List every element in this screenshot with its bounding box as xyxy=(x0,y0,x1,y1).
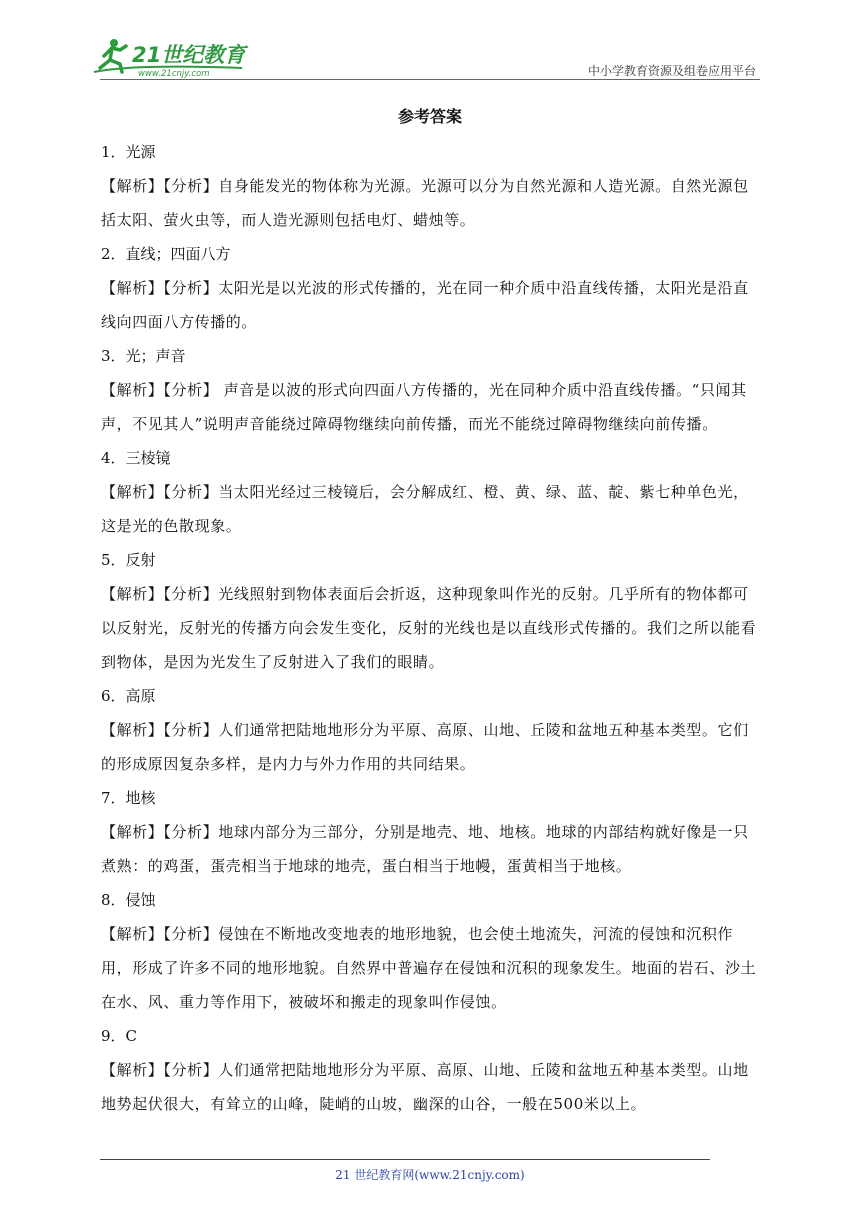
answer-item xyxy=(101,237,761,339)
site-logo xyxy=(92,34,262,78)
answer-explanation: 【解析】【分析】地球内部分为三部分，分别是地壳、地、地核。地球的内部结构就好像是一只煮熟：的鸡蛋，蛋壳相当于地球的地壳，蛋白相当于地幔，蛋黄相当于地核。 xyxy=(101,823,749,875)
answer-item xyxy=(101,441,761,543)
answer-heading: 2．直线；四面八方 xyxy=(101,245,231,263)
answer-heading: 1．光源 xyxy=(101,143,156,161)
page-header xyxy=(100,34,760,80)
answer-explanation: 【解析】【分析】光线照射到物体表面后会折返，这种现象叫作光的反射。几乎所有的物体都可以反射光，反射光的传播方向会发生变化，反射的光线也是以直线形式传播的。我们之所以能看到物体，是因为光发生了反射进入了我们的眼睛。 xyxy=(101,585,757,671)
answer-explanation: 【解析】【分析】侵蚀在不断地改变地表的地形地貌，也会使土地流失，河流的侵蚀和沉积作用，形成了许多不同的地形地貌。自然界中普遍存在侵蚀和沉积的现象发生。地面的岩石、沙土在水、风、重力等作用下，被破坏和搬走的现象叫作侵蚀。 xyxy=(101,925,757,1011)
answer-explanation: 【解析】【分析】 声音是以波的形式向四面八方传播的，光在同种介质中沿直线传播。“只闻其声，不见其人”说明声音能绕过障碍物继续向前传播，而光不能绕过障碍物继续向前传播。 xyxy=(101,381,747,433)
answer-heading: 5．反射 xyxy=(101,551,156,569)
answer-item xyxy=(101,679,761,781)
answer-explanation: 【解析】【分析】当太阳光经过三棱镜后，会分解成红、橙、黄、绿、蓝、靛、紫七种单色光，这是光的色散现象。 xyxy=(101,483,749,535)
footer-divider xyxy=(100,1159,710,1160)
answer-heading: 6．高原 xyxy=(101,687,156,705)
answer-item xyxy=(101,781,761,883)
answer-explanation: 【解析】【分析】人们通常把陆地地形分为平原、高原、山地、丘陵和盆地五种基本类型。它们的形成原因复杂多样，是内力与外力作用的共同结果。 xyxy=(101,721,749,773)
answer-heading: 8．侵蚀 xyxy=(101,891,156,909)
answer-item xyxy=(101,1019,761,1121)
answer-explanation: 【解析】【分析】人们通常把陆地地形分为平原、高原、山地、丘陵和盆地五种基本类型。山地地势起伏很大，有耸立的山峰，陡峭的山坡，幽深的山谷，一般在500米以上。 xyxy=(101,1061,749,1113)
footer-site: 21 世纪教育网(www.21cnjy.com) xyxy=(335,1168,525,1182)
answer-item xyxy=(101,339,761,441)
answer-heading: 3．光；声音 xyxy=(101,347,186,365)
answer-item xyxy=(101,883,761,1019)
answer-list xyxy=(101,135,761,1121)
logo-text: 21世纪教育 xyxy=(132,43,246,67)
answer-heading: 9．C xyxy=(101,1027,138,1045)
answer-item xyxy=(101,135,761,237)
logo-url: www.21cnjy.com xyxy=(138,69,210,78)
header-divider xyxy=(100,79,760,80)
answer-explanation: 【解析】【分析】自身能发光的物体称为光源。光源可以分为自然光源和人造光源。自然光源包括太阳、萤火虫等，而人造光源则包括电灯、蜡烛等。 xyxy=(101,177,749,229)
answer-heading: 4．三棱镜 xyxy=(101,449,171,467)
answer-explanation: 【解析】【分析】太阳光是以光波的形式传播的，光在同一种介质中沿直线传播，太阳光是沿直线向四面八方传播的。 xyxy=(101,279,749,331)
page-title: 参考答案 xyxy=(397,107,462,126)
platform-tagline: 中小学教育资源及组卷应用平台 xyxy=(587,64,756,78)
answer-item xyxy=(101,543,761,679)
answer-heading: 7．地核 xyxy=(101,789,156,807)
